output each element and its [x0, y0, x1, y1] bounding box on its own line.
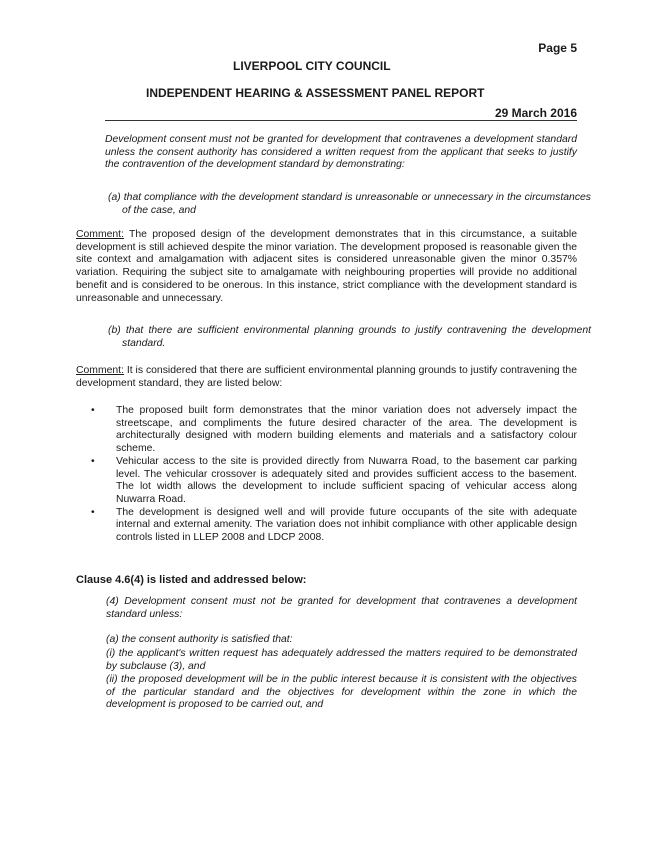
clause-a-paragraph	[108, 192, 591, 217]
intro-quote: Development consent must not be granted for development that contravenes a development standard unless the consent authority has considered a written request from the applicant that seeks to justify the contravention of the development standard by demonstrating:	[105, 134, 577, 171]
council-name: LIVERPOOL CITY COUNCIL	[233, 59, 391, 73]
clause-b-text: (b) that there are sufficient environmental planning grounds to justify contravening the development standard.	[108, 325, 591, 349]
bullet-text: The proposed built form demonstrates that the minor variation does not adversely impact the streetscape, and compliments the future desired character of the area. The development is architecturally designed with modern building elements and materials and a satisfactory colour scheme.	[116, 405, 577, 455]
clause-heading: Clause 4.6(4) is listed and addressed below:	[76, 574, 307, 586]
comment-2-text: It is considered that there are sufficient environmental planning grounds to justify contravening the development standard, they are listed below:	[76, 365, 577, 389]
sub-clause-a-ii: (ii) the proposed development will be in the public interest because it is consistent with the objectives of the particular standard and the objectives for development within the zone in which the development is proposed to be carried out, and	[106, 674, 577, 711]
list-item	[91, 405, 577, 456]
report-title: INDEPENDENT HEARING & ASSESSMENT PANEL REPORT	[146, 86, 485, 100]
comment-2	[76, 365, 577, 390]
sub-clause-a: (a) the consent authority is satisfied that:	[106, 634, 293, 645]
header-divider	[105, 120, 577, 121]
bullet-icon: •	[91, 405, 95, 416]
comment-1-label: Comment:	[76, 229, 124, 240]
list-item	[91, 455, 577, 507]
report-date: 29 March 2016	[494, 106, 577, 120]
comment-1-text: The proposed design of the development demonstrates that in this circumstance, a suitable development is still achieved despite the minor variation. The development proposed is reasonable given the site context and amalgamation with adjacent sites is considered unreasonable given the minor 0.357% variation. Requiring the subject site to amalgamate with neighbouring properties will provide no additional benefit and is considered to be onerous. In this instance, strict compliance with the development standard is unreasonable and unnecessary.	[76, 229, 577, 304]
bullet-text: Vehicular access to the site is provided directly from Nuwarra Road, to the basement car parking level. The vehicular crossover is adequately sited and provides sufficient access to the basement. The lot width allows the development to include sufficient spacing of vehicular access along Nuwarra Road.	[116, 455, 577, 505]
clause-b-paragraph	[108, 325, 591, 350]
comment-1	[76, 229, 577, 305]
clause-4-intro: (4) Development consent must not be granted for development that contravenes a development standard unless:	[106, 596, 577, 620]
bullet-icon: •	[91, 506, 95, 518]
grounds-list	[91, 405, 577, 545]
list-item	[91, 506, 577, 545]
bullet-icon: •	[91, 455, 95, 467]
page-number: Page 5	[538, 41, 577, 55]
clause-a-text: (a) that compliance with the development standard is unreasonable or unnecessary in the circumstances of the case, and	[108, 192, 591, 216]
comment-2-label: Comment:	[76, 365, 124, 376]
bullet-text: The development is designed well and will provide future occupants of the site with adequate internal and external amenity. The variation does not inhibit compliance with other applicable design controls listed in LLEP 2008 and LDCP 2008.	[116, 506, 577, 544]
sub-clause-a-i: (i) the applicant's written request has adequately addressed the matters required to be demonstrated by subclause (3), and	[106, 648, 577, 672]
